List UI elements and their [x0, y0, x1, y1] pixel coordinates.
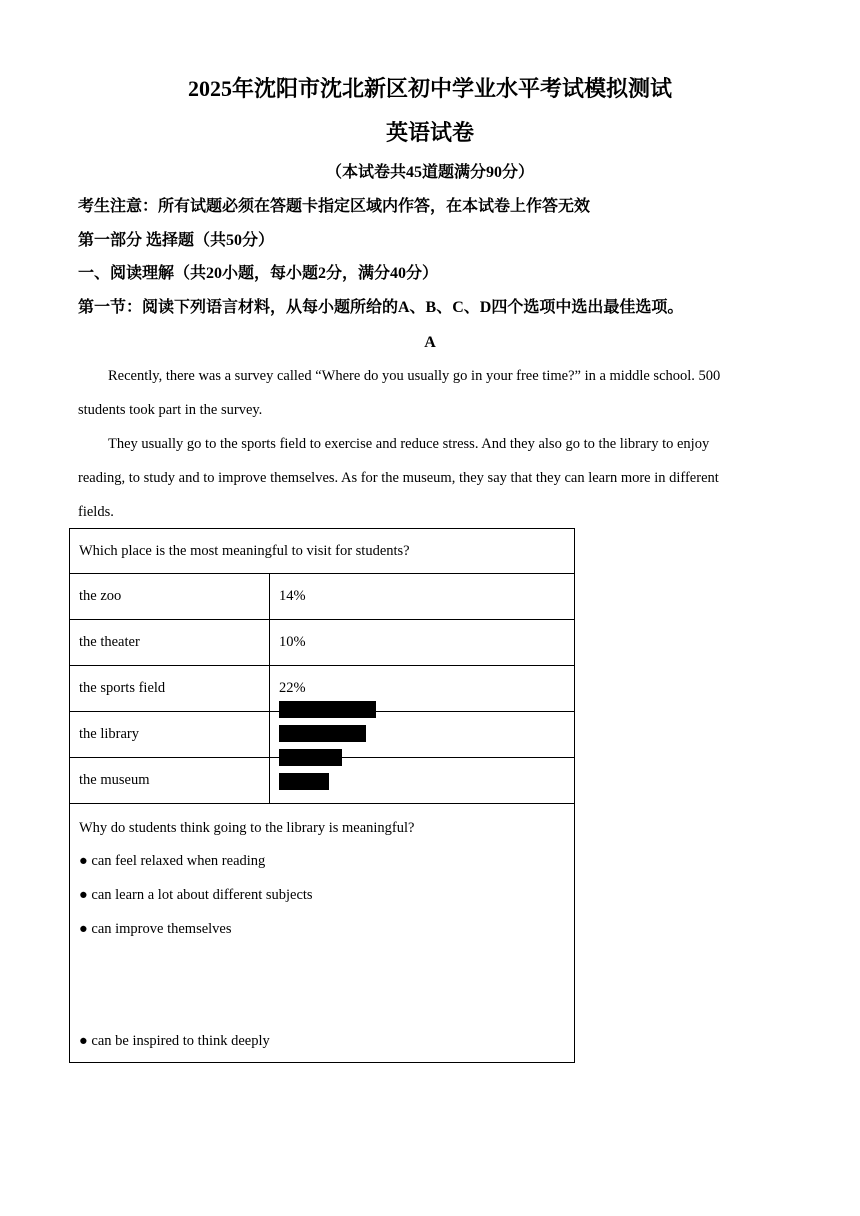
part-heading: 第一部分 选择题（共50分） — [78, 232, 275, 249]
exam-note: （本试卷共45道题满分90分） — [325, 164, 534, 181]
exam-subtitle: 英语试卷 — [385, 120, 474, 145]
reason-item: ● can learn a lot about different subjects — [79, 887, 313, 903]
place-cell: the zoo — [70, 574, 270, 619]
percent-cell: 22% — [279, 680, 306, 696]
passage-paragraph: They usually go to the sports field to exercise and reduce stress. And they also go to the library to enjoy reading, to study and to improve themselves. As for the museum, they say that they can learn more in different fields. — [78, 436, 719, 520]
table-question: Which place is the most meaningful to visit for students? — [70, 529, 574, 574]
passage-letter: A — [424, 334, 436, 351]
exam-title: 2025年沈阳市沈北新区初中学业水平考试模拟测试 — [187, 76, 672, 101]
place-cell: the sports field — [70, 666, 270, 711]
redaction-bar — [279, 773, 329, 790]
percent-cell: 14% — [279, 588, 306, 604]
section-heading: 一、阅读理解（共20小题，每小题2分，满分40分） — [78, 265, 439, 282]
survey-table — [69, 528, 575, 1063]
notice-line: 考生注意：所有试题必须在答题卡指定区域内作答，在本试卷上作答无效 — [78, 198, 591, 215]
passage-paragraph: Recently, there was a survey called “Where do you usually go in your free time?” in a middle school. 500 students took part in the survey. — [78, 368, 721, 418]
reason-item: ● can feel relaxed when reading — [79, 853, 266, 869]
table-row — [70, 574, 574, 620]
reason-item: ● can be inspired to think deeply — [79, 1033, 270, 1049]
reasons-question: Why do students think going to the library is meaningful? — [79, 820, 415, 836]
redaction-bar — [279, 725, 366, 742]
place-cell: the theater — [70, 620, 270, 665]
redaction-bar — [279, 749, 342, 766]
place-cell: the museum — [70, 758, 270, 803]
reason-item: ● can improve themselves — [79, 921, 232, 937]
percent-cell: 10% — [279, 634, 306, 650]
place-cell: the library — [70, 712, 270, 757]
redaction-bar — [279, 701, 376, 718]
subsection-heading: 第一节：阅读下列语言材料，从每小题所给的A、B、C、D四个选项中选出最佳选项。 — [78, 299, 684, 316]
table-row — [70, 620, 574, 666]
reasons-cell — [70, 804, 574, 1062]
